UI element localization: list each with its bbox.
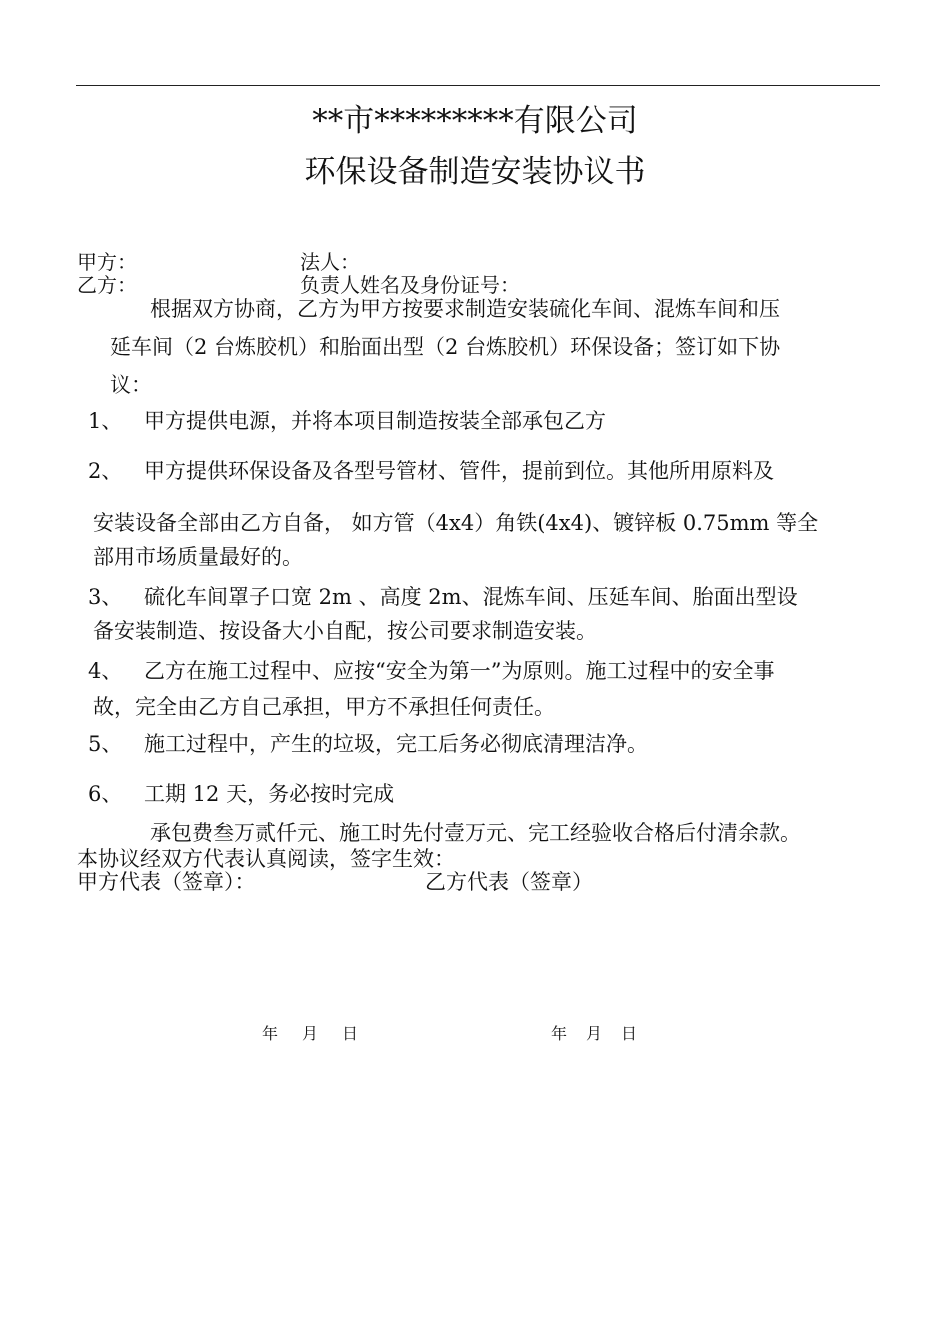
company-title: **市*********有限公司 [312, 103, 638, 139]
clause-number: 1、 [88, 409, 123, 433]
intro-line-2: 延车间（2 台炼胶机）和胎面出型（2 台炼胶机）环保设备；签订如下协 [110, 335, 781, 359]
responsible-label: 负责人姓名及身份证号： [300, 273, 520, 297]
party-b-signature-label: 乙方代表（签章） [425, 870, 593, 894]
clause-line: 硫化车间罩子口宽 2m 、高度 2m、混炼车间、压延车间、胎面出型设 [144, 585, 798, 609]
date-year: 年 [551, 1024, 568, 1043]
clause-line: 部用市场质量最好的。 [93, 545, 303, 569]
clause-number: 4、 [88, 659, 123, 683]
clause-line: 故，完全由乙方自己承担，甲方不承担任何责任。 [93, 695, 555, 719]
clause-number: 5、 [88, 732, 123, 756]
header-rule [76, 85, 880, 86]
date-month: 月 [586, 1024, 603, 1043]
document-title: 环保设备制造安装协议书 [304, 154, 646, 190]
party-b-date [551, 1021, 637, 1044]
party-a-label: 甲方： [77, 250, 137, 274]
clause-number: 2、 [88, 459, 123, 483]
clause-line: 备安装制造、按设备大小自配，按公司要求制造安装。 [93, 619, 597, 643]
clause-item [88, 406, 888, 436]
party-a-signature-label: 甲方代表（签章）： [77, 870, 256, 894]
date-day: 日 [621, 1024, 638, 1043]
party-a-date [262, 1021, 358, 1044]
clause-item [88, 653, 888, 725]
clause-number: 3、 [88, 585, 123, 609]
intro-line-3: 议： [110, 373, 152, 397]
legal-rep-label: 法人： [300, 250, 360, 274]
clause-item [88, 580, 888, 648]
clause-item [88, 456, 888, 572]
effective-statement: 本协议经双方代表认真阅读，签字生效： [77, 847, 455, 871]
clause-line: 甲方提供环保设备及各型号管材、管件，提前到位。其他所用原料及 [144, 459, 774, 483]
clause-line: 乙方在施工过程中、应按“安全为第一”为原则。施工过程中的安全事 [144, 659, 775, 683]
payment-terms: 承包费叁万贰仟元、施工时先付壹万元、完工经验收合格后付清余款。 [150, 821, 801, 845]
clause-line: 安装设备全部由乙方自备， 如方管（4x4）角铁(4x4)、镀锌板 0.75mm 等全 [93, 511, 819, 535]
date-month: 月 [302, 1024, 319, 1043]
clause-line: 甲方提供电源，并将本项目制造按装全部承包乙方 [144, 409, 606, 433]
intro-line-1: 根据双方协商，乙方为甲方按要求制造安装硫化车间、混炼车间和压 [150, 297, 780, 321]
date-year: 年 [262, 1024, 279, 1043]
date-day: 日 [342, 1024, 359, 1043]
clause-line: 工期 12 天，务必按时完成 [144, 782, 395, 806]
clause-number: 6、 [88, 782, 123, 806]
clause-line: 施工过程中，产生的垃圾，完工后务必彻底清理洁净。 [144, 732, 648, 756]
clause-item [88, 729, 888, 759]
party-b-label: 乙方： [77, 273, 137, 297]
clause-item [88, 779, 888, 809]
